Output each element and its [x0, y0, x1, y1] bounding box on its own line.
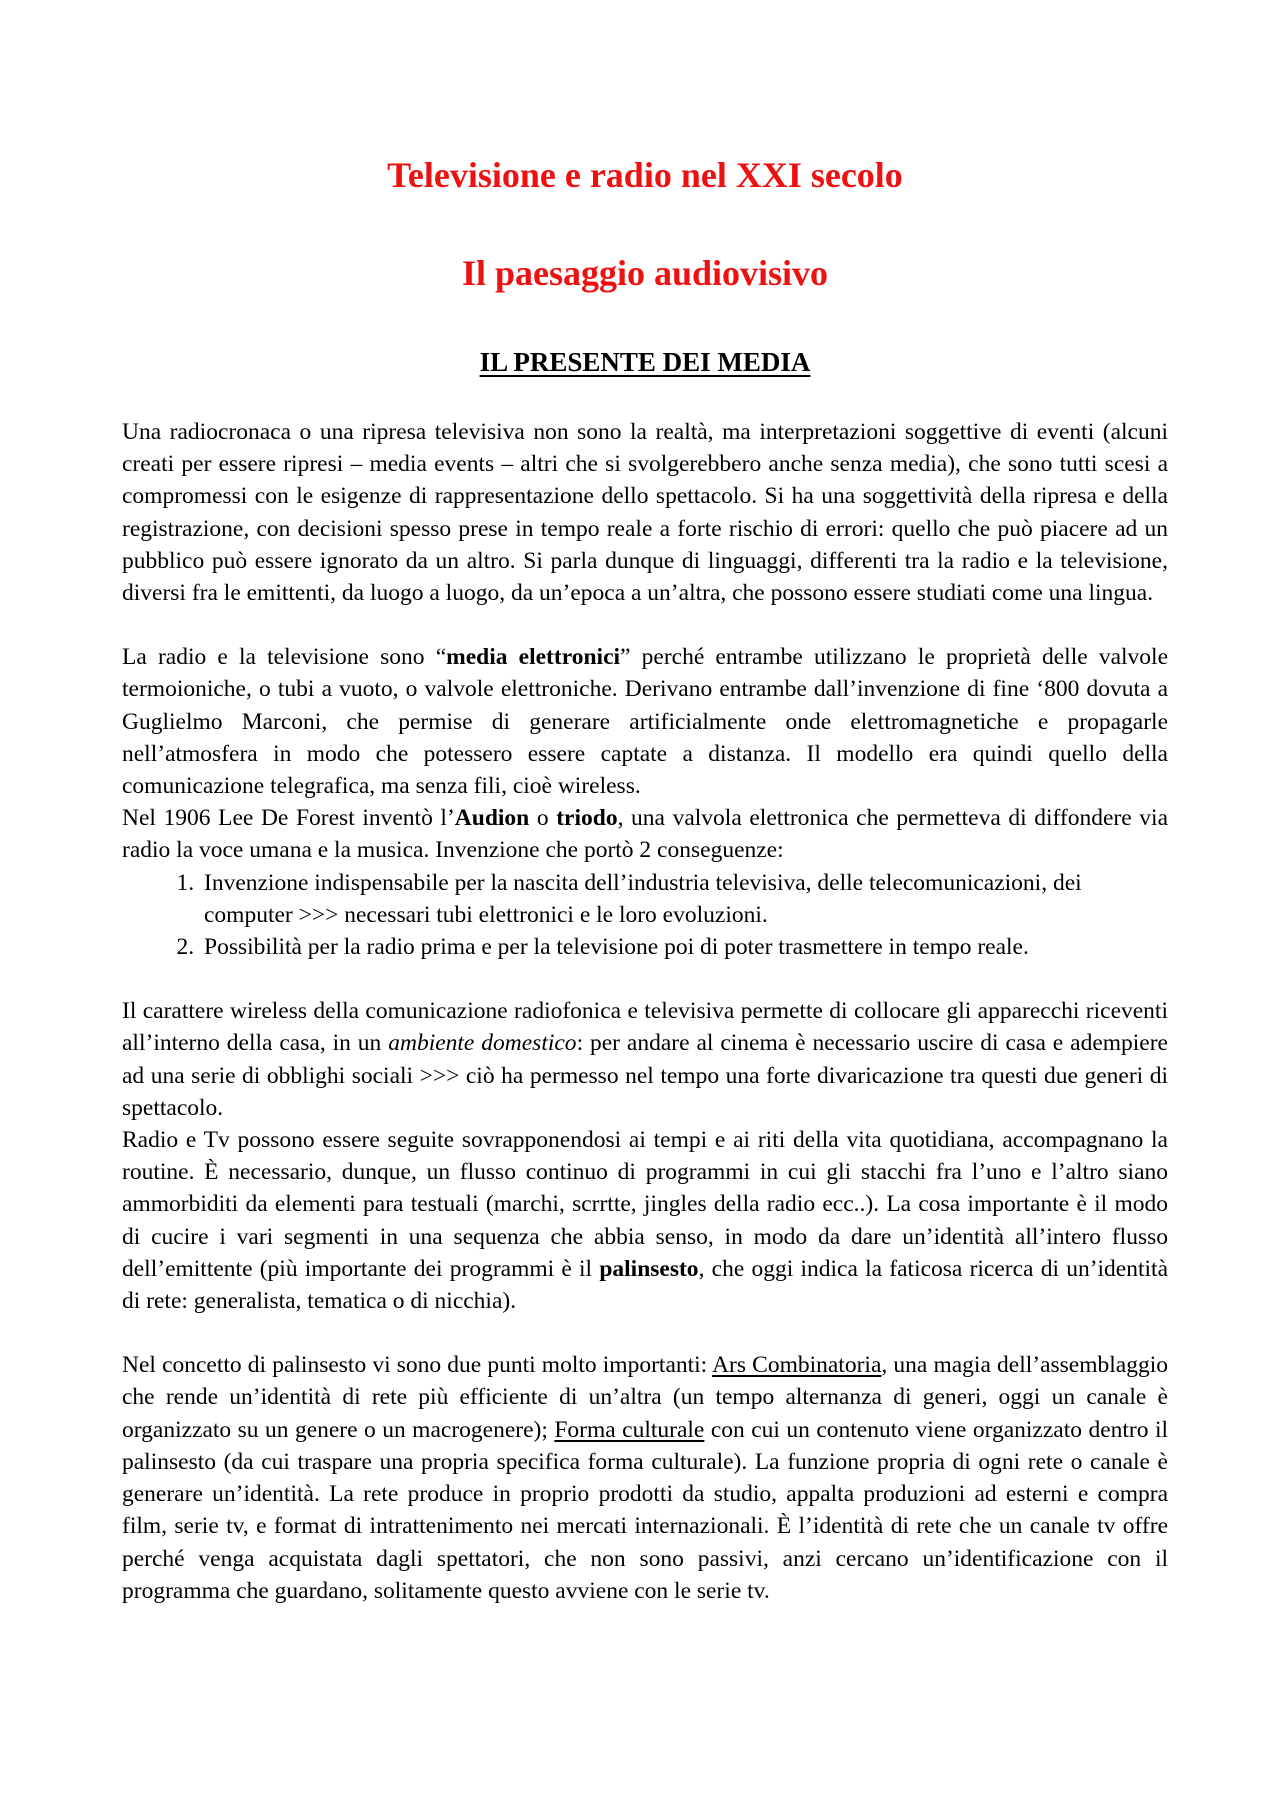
document-subtitle: Il paesaggio audiovisivo [461, 253, 829, 293]
document-body [122, 150, 1168, 1607]
paragraph-media-elettronici: La radio e la televisione sono “media elettronici” perché entrambe utilizzano le proprietà delle valvole termoioniche, o tubi a vuoto, o valvole elettroniche. Derivano entrambe dall’invenzione di fine ‘800 dovuta a Guglielmo Marconi, che permise di generare artificialmente onde elettromagnetiche e propagarle nell’atmosfera in modo che potessero essere captate a distanza. Il modello era quindi quello della comunicazione telegrafica, ma senza fili, cioè wireless. [122, 644, 1168, 800]
bold-term: palinsesto [599, 1255, 699, 1282]
italic-term: ambiente domestico [388, 1030, 577, 1057]
bold-term: media elettronici [446, 644, 621, 671]
bold-term: triodo [556, 805, 618, 832]
paragraph-intro: Una radiocronaca o una ripresa televisiva non sono la realtà, ma interpretazioni soggettive di eventi (alcuni creati per essere ripresi – media events – altri che si svolgerebbero anche senza media), che sono tutti scesi a compromessi con le esigenze di rappresentazione dello spettacolo. Si ha una soggettività della ripresa e della registrazione, con decisioni spesso prese in tempo reale a forte rischio di errori: quello che può piacere ad un pubblico può essere ignorato da un altro. Si parla dunque di linguaggi, differenti tra la radio e la televisione, diversi fra le emittenti, da luogo a luogo, da un’epoca a un’altra, che possono essere studiati come una lingua. [122, 419, 1168, 607]
consequences-list [122, 867, 1168, 964]
underlined-term: Forma culturale [554, 1416, 705, 1443]
section-heading: IL PRESENTE DEI MEDIA [479, 347, 811, 377]
document-title: Televisione e radio nel XXI secolo [387, 155, 903, 195]
list-item: 2. Possibilità per la radio prima e per la televisione poi di poter trasmettere in tempo reale. [200, 931, 1168, 963]
paragraph-concetto-palinsesto: Nel concetto di palinsesto vi sono due punti molto importanti: Ars Combinatoria, una magia dell’assemblaggio che rende un’identità di rete più efficiente di un’altra (un tempo alternanza di generi, oggi un canale è organizzato su un genere o un macrogenere); Forma culturale con cui un contenuto viene organizzato dentro il palinsesto (da cui traspare una propria specifica forma culturale). La funzione propria di ogni rete o canale è generare un’identità. La rete produce in proprio prodotti da studio, appalta produzioni ad esterni e compra film, serie tv, e format di intrattenimento nei mercati internazionali. È l’identità di rete che un canale tv offre perché venga acquistata dagli spettatori, che non sono passivi, anzi cercano un’identificazione con il programma che guardano, solitamente questo avviene con le serie tv. [122, 1352, 1169, 1604]
paragraph-palinsesto: Radio e Tv possono essere seguite sovrapponendosi ai tempi e ai riti della vita quotidiana, accompagnano la routine. È necessario, dunque, un flusso continuo di programmi in cui gli stacchi fra l’uno e l’altro siano ammorbiditi da elementi para testuali (marchi, scrrtte, jingles della radio ecc..). La cosa importante è il modo di cucire i vari segmenti in una sequenza che abbia senso, in modo da dare un’identità all’intero flusso dell’emittente (più importante dei programmi è il palinsesto, che oggi indica la faticosa ricerca di un’identità di rete: generalista, tematica o di nicchia). [122, 1127, 1169, 1315]
bold-term: Audion [454, 805, 530, 832]
paragraph-wireless: Il carattere wireless della comunicazione radiofonica e televisiva permette di collocare gli apparecchi riceventi all’interno della casa, in un ambiente domestico: per andare al cinema è necessario uscire di casa e adempiere ad una serie di obblighi sociali >>> ciò ha permesso nel tempo una forte divaricazione tra questi due generi di spettacolo. [122, 998, 1168, 1121]
paragraph-audion: Nel 1906 Lee De Forest inventò l’Audion o triodo, una valvola elettronica che permetteva di diffondere via radio la voce umana e la musica. Invenzione che portò 2 conseguenze: [122, 805, 1168, 864]
underlined-term: Ars Combinatoria [712, 1352, 882, 1379]
list-item: 1. Invenzione indispensabile per la nascita dell’industria televisiva, delle telecomunicazioni, dei computer >>> necessari tubi elettronici e le loro evoluzioni. [200, 867, 1168, 931]
